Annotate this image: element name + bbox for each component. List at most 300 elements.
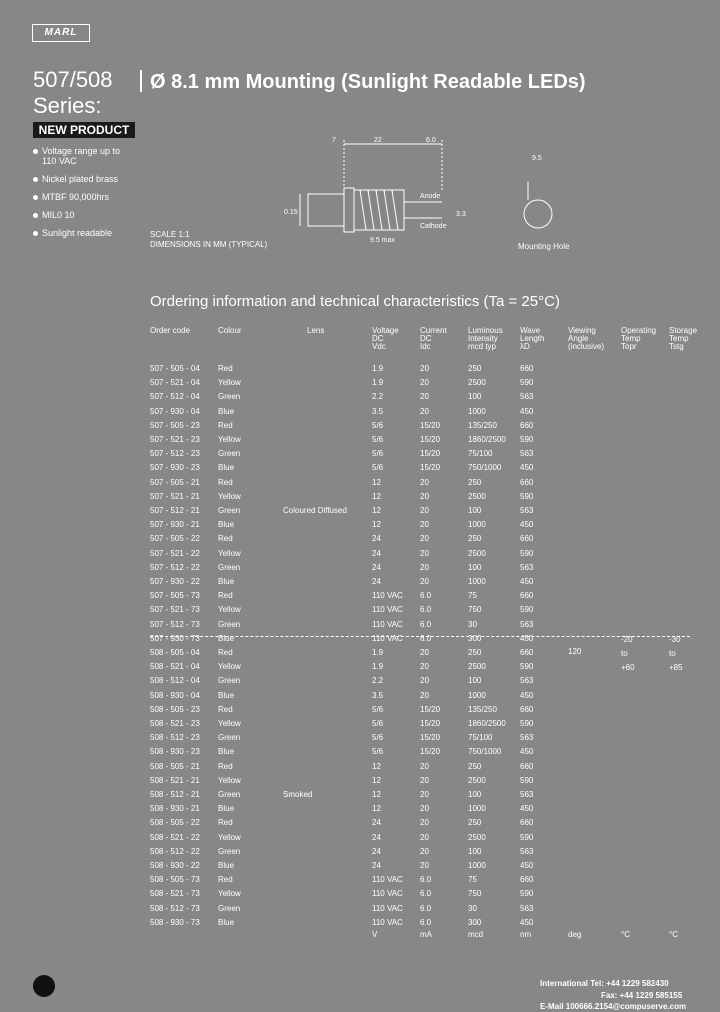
- dim-label: 7: [332, 137, 336, 144]
- table-cell: 590: [520, 491, 534, 501]
- table-cell: 24: [372, 562, 381, 572]
- table-cell: 750: [468, 605, 482, 615]
- table-cell: 660: [520, 648, 534, 657]
- table-cell: 660: [520, 420, 534, 430]
- table-cell: 1.9: [372, 364, 384, 373]
- table-cell: Red: [218, 648, 233, 657]
- table-cell: 100: [468, 846, 482, 856]
- table-row: [0, 518, 720, 532]
- dim-label: 0.15: [284, 209, 298, 216]
- table-cell: 750: [468, 889, 482, 899]
- bullet-icon: [33, 149, 38, 154]
- table-row: [0, 461, 720, 475]
- col-header-current: Current DC Idc: [420, 326, 447, 351]
- viewing-angle-value: 120: [568, 647, 582, 656]
- table-cell: 590: [520, 832, 534, 842]
- unit-luminous: mcd: [468, 930, 484, 939]
- table-cell: 508 - 930 - 04: [150, 690, 200, 700]
- table-cell: 20: [420, 548, 429, 558]
- table-cell: 563: [520, 619, 534, 629]
- table-cell: 12: [372, 520, 381, 530]
- table-cell: 75: [468, 875, 477, 885]
- table-cell: 1.9: [372, 378, 384, 388]
- table-cell: 508 - 505 - 23: [150, 704, 200, 714]
- contact-email: E-Mail 100666.2154@compuserve.com: [540, 1002, 687, 1011]
- table-row: [0, 589, 720, 603]
- table-cell: 507 - 930 - 21: [150, 520, 200, 530]
- table-cell: 590: [520, 548, 534, 558]
- table-cell: 250: [468, 761, 482, 771]
- feature-item: Sunlight readable: [33, 228, 112, 238]
- table-cell: 2500: [468, 662, 486, 672]
- table-cell: 2.2: [372, 676, 384, 686]
- table-cell: 1000: [468, 406, 486, 416]
- table-cell: 6.0: [420, 619, 432, 629]
- table-cell: Blue: [218, 406, 235, 416]
- table-cell: 6.0: [420, 917, 432, 927]
- table-cell: 563: [520, 562, 534, 572]
- table-cell: 660: [520, 818, 534, 828]
- table-cell: 5/6: [372, 463, 384, 473]
- table-cell: 12: [372, 477, 381, 487]
- table-row: [0, 476, 720, 490]
- table-cell: 590: [520, 605, 534, 615]
- bullet-icon: [33, 177, 38, 182]
- table-cell: 20: [420, 506, 429, 515]
- table-cell: Yellow: [218, 435, 241, 444]
- table-cell: Red: [218, 364, 233, 373]
- table-cell: 508 - 512 - 21: [150, 790, 200, 799]
- table-cell: 12: [372, 491, 381, 501]
- table-cell: 1000: [468, 577, 486, 586]
- table-row: [0, 873, 720, 887]
- table-cell: 30: [468, 619, 477, 629]
- table-cell: 590: [520, 719, 534, 728]
- led-flange: [344, 188, 354, 232]
- table-cell: 15/20: [420, 435, 441, 444]
- table-row: [0, 447, 720, 461]
- storage-temp-range: -30 to +85: [669, 635, 683, 672]
- table-cell: 563: [520, 733, 534, 743]
- table-cell: 508 - 521 - 23: [150, 719, 200, 728]
- title-divider: [140, 70, 142, 92]
- table-cell: 450: [520, 861, 534, 870]
- table-cell: 20: [420, 662, 429, 672]
- table-row: [0, 547, 720, 561]
- table-row: [0, 731, 720, 745]
- table-cell: 3.5: [372, 690, 384, 700]
- table-cell: 450: [520, 804, 534, 814]
- table-cell: 1860/2500: [468, 435, 506, 444]
- table-cell: 508 - 505 - 22: [150, 818, 200, 828]
- bullet-icon: [33, 195, 38, 200]
- table-cell: 590: [520, 889, 534, 899]
- col-header-voltage: Voltage DC Vdc: [372, 326, 399, 351]
- led-dimension-drawing: [270, 130, 570, 260]
- table-cell: 12: [372, 804, 381, 814]
- operating-temp-range: -20 to +60: [621, 635, 635, 672]
- table-cell: Red: [218, 818, 233, 828]
- table-cell: 507 - 505 - 73: [150, 591, 200, 601]
- table-cell: 110 VAC: [372, 591, 403, 601]
- led-lens-body: [308, 194, 344, 226]
- table-cell: 110 VAC: [372, 889, 403, 899]
- table-cell: 24: [372, 861, 381, 870]
- table-cell: Red: [218, 591, 233, 601]
- table-cell: 110 VAC: [372, 605, 403, 615]
- table-cell: 450: [520, 633, 534, 643]
- table-cell: 15/20: [420, 719, 441, 728]
- table-cell: 590: [520, 662, 534, 672]
- table-cell: 563: [520, 846, 534, 856]
- table-cell: 1000: [468, 804, 486, 814]
- table-cell: 12: [372, 506, 381, 515]
- table-cell: 110 VAC: [372, 875, 403, 885]
- table-cell: 450: [520, 917, 534, 927]
- table-cell: Green: [218, 846, 241, 856]
- table-row: [0, 831, 720, 845]
- table-cell: 450: [520, 747, 534, 757]
- table-cell: 75/100: [468, 449, 493, 459]
- table-cell: 5/6: [372, 704, 384, 714]
- table-cell: 110 VAC: [372, 633, 403, 643]
- table-cell: Yellow: [218, 605, 241, 615]
- company-logo: MARL: [32, 24, 90, 42]
- table-row: [0, 376, 720, 390]
- table-cell: 20: [420, 804, 429, 814]
- table-cell: Blue: [218, 520, 235, 530]
- table-cell: 2.2: [372, 392, 384, 402]
- mounting-hole-label: Mounting Hole: [518, 242, 570, 251]
- table-cell: 24: [372, 832, 381, 842]
- table-cell: 6.0: [420, 633, 432, 643]
- table-cell: 1000: [468, 520, 486, 530]
- table-cell: 20: [420, 577, 429, 586]
- table-cell: 5/6: [372, 449, 384, 459]
- table-cell: 508 - 521 - 73: [150, 889, 200, 899]
- table-cell: 5/6: [372, 435, 384, 444]
- table-row: [0, 674, 720, 688]
- new-product-badge: NEW PRODUCT: [33, 122, 135, 138]
- table-cell: 250: [468, 534, 482, 544]
- col-header-order-code: Order code: [150, 326, 191, 335]
- table-row: [0, 660, 720, 674]
- table-row: [0, 575, 720, 589]
- table-cell: Blue: [218, 463, 235, 473]
- table-cell: Green: [218, 619, 241, 629]
- table-cell: Smoked: [283, 790, 313, 799]
- table-cell: Red: [218, 420, 233, 430]
- table-cell: 15/20: [420, 420, 441, 430]
- table-cell: 20: [420, 832, 429, 842]
- table-row: [0, 618, 720, 632]
- table-cell: 100: [468, 392, 482, 402]
- table-cell: Yellow: [218, 775, 241, 785]
- table-cell: 450: [520, 406, 534, 416]
- table-row: [0, 745, 720, 759]
- table-cell: Yellow: [218, 832, 241, 842]
- table-cell: 5/6: [372, 733, 384, 743]
- table-cell: 507 - 505 - 23: [150, 420, 200, 430]
- table-row: [0, 845, 720, 859]
- table-cell: 110 VAC: [372, 917, 403, 927]
- table-cell: 3.5: [372, 406, 384, 416]
- table-cell: 250: [468, 818, 482, 828]
- table-cell: 1000: [468, 861, 486, 870]
- table-cell: 135/250: [468, 420, 497, 430]
- table-cell: 110 VAC: [372, 619, 403, 629]
- table-cell: Green: [218, 903, 241, 913]
- unit-current: mA: [420, 930, 432, 939]
- table-cell: 450: [520, 577, 534, 586]
- table-row: [0, 689, 720, 703]
- table-cell: 660: [520, 875, 534, 885]
- table-cell: 20: [420, 392, 429, 402]
- table-cell: 660: [520, 704, 534, 714]
- table-row: [0, 532, 720, 546]
- table-cell: 508 - 512 - 22: [150, 846, 200, 856]
- table-cell: Green: [218, 562, 241, 572]
- table-cell: 508 - 505 - 04: [150, 648, 200, 657]
- table-cell: 2500: [468, 775, 486, 785]
- page-marker-dot: [33, 975, 55, 997]
- table-cell: 508 - 930 - 21: [150, 804, 200, 814]
- table-cell: 2500: [468, 491, 486, 501]
- table-cell: 20: [420, 775, 429, 785]
- table-cell: 507 - 512 - 04: [150, 392, 200, 402]
- dim-label: 22: [374, 137, 382, 144]
- table-cell: 15/20: [420, 704, 441, 714]
- feature-item: Voltage range up to: [33, 146, 120, 156]
- col-header-storage-temp: Storage Temp Tstg: [669, 326, 698, 351]
- drawing-dimensions-note: DIMENSIONS IN MM (TYPICAL): [150, 240, 268, 249]
- table-cell: 507 - 930 - 22: [150, 577, 200, 586]
- table-cell: 250: [468, 648, 482, 657]
- table-cell: 660: [520, 534, 534, 544]
- table-cell: 508 - 512 - 04: [150, 676, 200, 686]
- table-cell: 135/250: [468, 704, 497, 714]
- table-cell: 590: [520, 775, 534, 785]
- table-cell: 100: [468, 790, 482, 799]
- table-row: [0, 419, 720, 433]
- table-cell: 24: [372, 548, 381, 558]
- table-cell: 15/20: [420, 747, 441, 757]
- table-cell: 20: [420, 406, 429, 416]
- table-cell: 6.0: [420, 591, 432, 601]
- table-cell: Blue: [218, 747, 235, 757]
- table-cell: 660: [520, 477, 534, 487]
- table-cell: 20: [420, 761, 429, 771]
- drawing-scale: SCALE 1:1: [150, 230, 190, 239]
- table-cell: 2500: [468, 832, 486, 842]
- table-cell: 2500: [468, 378, 486, 388]
- table-row: [0, 405, 720, 419]
- col-header-operating-temp: Operating Temp Topr: [621, 326, 657, 351]
- table-cell: 1860/2500: [468, 719, 506, 728]
- table-cell: 15/20: [420, 733, 441, 743]
- mounting-hole-circle: [524, 200, 552, 228]
- table-cell: 507 - 512 - 22: [150, 562, 200, 572]
- table-cell: 507 - 521 - 21: [150, 491, 200, 501]
- table-cell: 563: [520, 790, 534, 799]
- table-row: [0, 859, 720, 873]
- table-cell: 508 - 930 - 73: [150, 917, 200, 927]
- series-label: Series:: [33, 93, 102, 118]
- table-cell: 75/100: [468, 733, 493, 743]
- table-cell: 6.0: [420, 903, 432, 913]
- table-cell: Blue: [218, 690, 235, 700]
- table-row: [0, 703, 720, 717]
- table-cell: 20: [420, 491, 429, 501]
- table-cell: 20: [420, 520, 429, 530]
- table-cell: 20: [420, 364, 429, 373]
- table-cell: 15/20: [420, 449, 441, 459]
- table-cell: Blue: [218, 577, 235, 586]
- table-cell: 1.9: [372, 648, 384, 657]
- table-cell: 6.0: [420, 605, 432, 615]
- feature-item: MIL0 10: [33, 210, 75, 220]
- table-cell: 507 - 505 - 21: [150, 477, 200, 487]
- table-row: [0, 490, 720, 504]
- cathode-label: Cathode: [420, 223, 447, 230]
- unit-viewing-angle: deg: [568, 930, 582, 939]
- table-cell: 12: [372, 790, 381, 799]
- feature-item-continued: 110 VAC: [42, 156, 77, 166]
- bullet-icon: [33, 231, 38, 236]
- table-cell: 6.0: [420, 889, 432, 899]
- table-cell: 660: [520, 364, 534, 373]
- table-cell: Green: [218, 733, 241, 743]
- table-cell: 1.9: [372, 662, 384, 672]
- dim-label: 9.5: [532, 155, 542, 162]
- col-header-luminous-intensity: Luminous Intensity mcd typ: [468, 326, 503, 351]
- table-cell: 5/6: [372, 420, 384, 430]
- table-cell: 250: [468, 364, 482, 373]
- table-cell: 110 VAC: [372, 903, 403, 913]
- table-cell: Green: [218, 790, 241, 799]
- table-cell: 20: [420, 477, 429, 487]
- table-cell: 6.0: [420, 875, 432, 885]
- table-cell: 590: [520, 378, 534, 388]
- table-cell: Blue: [218, 917, 235, 927]
- table-cell: 750/1000: [468, 747, 502, 757]
- table-cell: Yellow: [218, 378, 241, 388]
- table-cell: 24: [372, 846, 381, 856]
- table-cell: 300: [468, 917, 482, 927]
- table-cell: 507 - 512 - 23: [150, 449, 200, 459]
- table-cell: 563: [520, 903, 534, 913]
- table-cell: 508 - 512 - 23: [150, 733, 200, 743]
- table-row: [0, 916, 720, 930]
- dim-label: 9.5 max: [370, 237, 395, 244]
- table-cell: 2500: [468, 548, 486, 558]
- table-cell: Red: [218, 534, 233, 544]
- table-cell: 450: [520, 520, 534, 530]
- table-cell: 508 - 512 - 73: [150, 903, 200, 913]
- table-row: [0, 902, 720, 916]
- table-cell: 590: [520, 435, 534, 444]
- feature-item: Nickel plated brass: [33, 174, 118, 184]
- table-cell: Yellow: [218, 662, 241, 672]
- table-cell: 507 - 512 - 73: [150, 619, 200, 629]
- page-title: Ø 8.1 mm Mounting (Sunlight Readable LEDs): [150, 71, 586, 93]
- table-cell: 507 - 930 - 04: [150, 406, 200, 416]
- table-cell: 563: [520, 392, 534, 402]
- table-cell: 750/1000: [468, 463, 502, 473]
- table-cell: 507 - 521 - 22: [150, 548, 200, 558]
- unit-wavelength: nm: [520, 930, 532, 939]
- table-cell: 20: [420, 690, 429, 700]
- table-cell: 20: [420, 676, 429, 686]
- table-cell: 508 - 930 - 23: [150, 747, 200, 757]
- col-header-lens: Lens: [307, 326, 325, 335]
- table-row: [0, 887, 720, 901]
- table-cell: 20: [420, 818, 429, 828]
- table-cell: 508 - 505 - 73: [150, 875, 200, 885]
- table-cell: 100: [468, 506, 482, 515]
- table-cell: 30: [468, 903, 477, 913]
- table-cell: Blue: [218, 633, 235, 643]
- table-cell: 450: [520, 690, 534, 700]
- anode-label: Anode: [420, 193, 441, 200]
- table-cell: 1000: [468, 690, 486, 700]
- table-cell: Yellow: [218, 889, 241, 899]
- dim-label: 6.0: [426, 137, 436, 144]
- table-cell: 507 - 930 - 73: [150, 633, 200, 643]
- table-cell: 660: [520, 591, 534, 601]
- table-cell: 75: [468, 591, 477, 601]
- table-cell: 508 - 521 - 22: [150, 832, 200, 842]
- table-cell: Blue: [218, 804, 235, 814]
- table-cell: 24: [372, 818, 381, 828]
- unit-operating-temp: °C: [621, 930, 630, 939]
- table-row: [0, 760, 720, 774]
- table-cell: Red: [218, 704, 233, 714]
- table-cell: 5/6: [372, 747, 384, 757]
- table-cell: 20: [420, 861, 429, 870]
- table-row: [0, 603, 720, 617]
- table-cell: Green: [218, 449, 241, 459]
- table-row: [0, 717, 720, 731]
- table-cell: 508 - 930 - 22: [150, 861, 200, 870]
- table-cell: 300: [468, 633, 482, 643]
- table-cell: Blue: [218, 861, 235, 870]
- table-cell: 508 - 521 - 21: [150, 775, 200, 785]
- table-cell: 100: [468, 562, 482, 572]
- table-row: [0, 646, 720, 660]
- table-row: [0, 561, 720, 575]
- contact-fax: Fax: +44 1229 585155: [601, 991, 683, 1000]
- table-cell: Green: [218, 506, 241, 515]
- dim-label: 3.3: [456, 211, 466, 218]
- table-row: [0, 390, 720, 404]
- table-cell: 507 - 521 - 23: [150, 435, 200, 444]
- unit-storage-temp: °C: [669, 930, 678, 939]
- table-cell: 100: [468, 676, 482, 686]
- table-row: [0, 774, 720, 788]
- table-cell: Yellow: [218, 719, 241, 728]
- table-cell: 12: [372, 761, 381, 771]
- table-cell: 20: [420, 648, 429, 657]
- series-divider-line: [150, 636, 690, 637]
- table-cell: 20: [420, 562, 429, 572]
- feature-item: MTBF 90,000hrs: [33, 192, 109, 202]
- col-header-viewing-angle: Viewing Angle (inclusive): [568, 326, 605, 351]
- table-cell: 507 - 505 - 04: [150, 364, 200, 373]
- table-cell: 508 - 505 - 21: [150, 761, 200, 771]
- table-cell: 507 - 505 - 22: [150, 534, 200, 544]
- table-cell: 20: [420, 534, 429, 544]
